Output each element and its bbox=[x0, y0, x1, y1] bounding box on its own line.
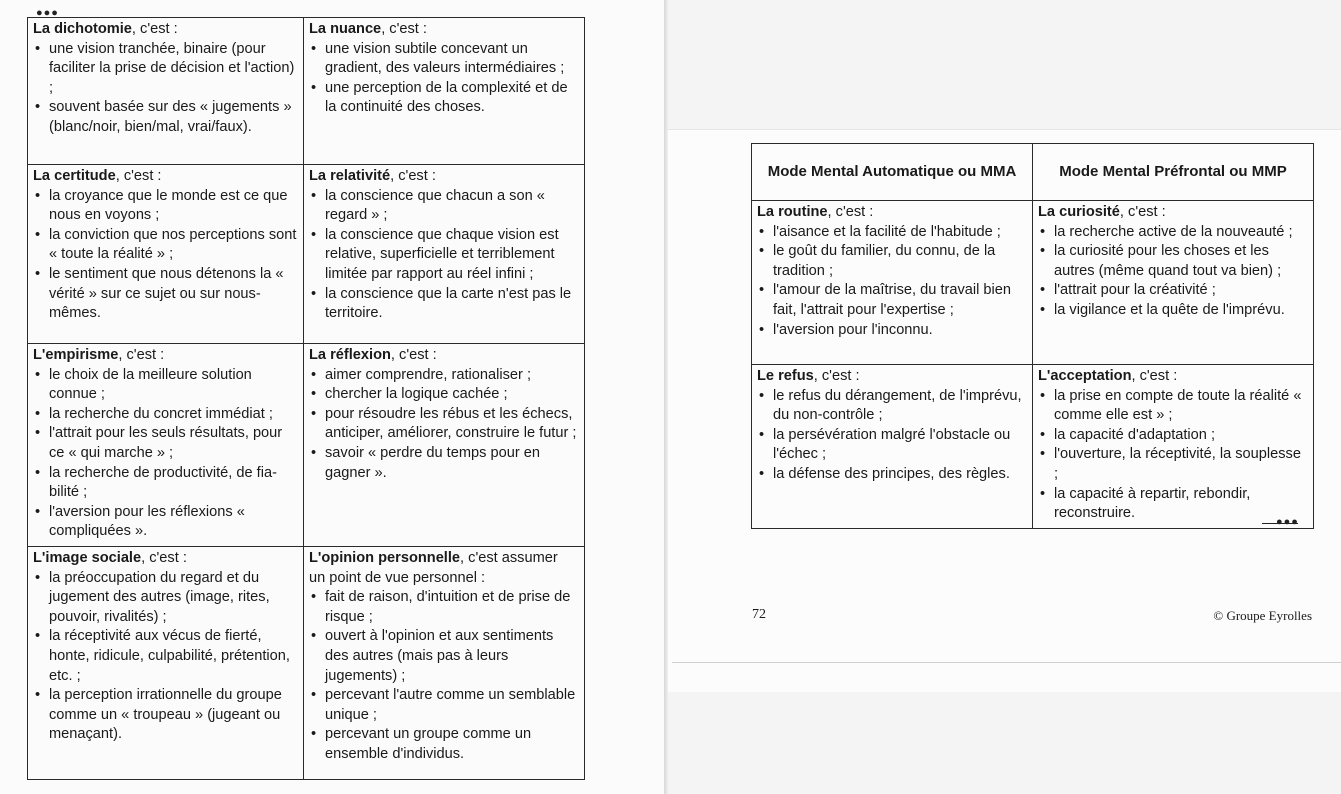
list-item: • le refus du dérangement, de l'imprévu, du non-contrôle ; bbox=[757, 387, 1027, 426]
table-cell bbox=[304, 165, 585, 344]
list-item: • l'aisance et la facilité de l'habitude ; bbox=[757, 223, 1027, 243]
list-item: • la vigilance et la quête de l'imprévu. bbox=[1038, 301, 1308, 321]
cell-heading bbox=[309, 167, 579, 187]
table-row bbox=[752, 365, 1314, 529]
bullet-list bbox=[309, 187, 579, 324]
cell-heading bbox=[309, 346, 579, 366]
table-header-row bbox=[752, 144, 1314, 201]
cell-heading bbox=[309, 549, 579, 569]
end-mark: ●●● bbox=[1276, 516, 1299, 528]
cell-term-suffix: , c'est : bbox=[390, 168, 436, 184]
list-item: • l'amour de la maîtrise, du travail bien fait, l'attrait pour l'expertise ; bbox=[757, 281, 1027, 320]
list-item: • l'attrait pour la créativité ; bbox=[1038, 281, 1308, 301]
table-cell bbox=[1033, 365, 1314, 529]
list-item: • savoir « perdre du temps pour en gagner ». bbox=[309, 444, 579, 483]
list-item: • la réceptivité aux vécus de fierté, honte, ridicule, culpabilité, prétention, etc. ; bbox=[33, 627, 298, 686]
cell-term-suffix: , c'est : bbox=[1131, 368, 1178, 384]
cell-heading bbox=[757, 203, 1027, 223]
table-cell bbox=[304, 546, 585, 779]
header-mmp: Mode Mental Préfrontal ou MMP bbox=[1033, 144, 1314, 201]
bullet-list bbox=[309, 40, 579, 118]
bullet-list bbox=[309, 366, 579, 484]
list-item: • percevant l'autre comme un semblable unique ; bbox=[309, 686, 579, 725]
cell-term: La curiosité bbox=[1038, 204, 1120, 220]
cell-term-suffix: , c'est : bbox=[390, 347, 437, 363]
cell-term: La routine bbox=[757, 204, 828, 220]
cell-term-suffix: , c'est : bbox=[118, 347, 165, 363]
cell-heading bbox=[33, 549, 298, 569]
cell-heading bbox=[33, 20, 298, 40]
table-row bbox=[752, 201, 1314, 365]
list-item: • la recherche de productivité, de fiabilité ; bbox=[33, 464, 298, 503]
cell-term: La réflexion bbox=[309, 347, 391, 363]
bullet-list bbox=[33, 40, 298, 138]
copyright: © Groupe Eyrolles bbox=[1213, 608, 1312, 623]
table-cell bbox=[752, 365, 1033, 529]
cell-term-suffix: , c'est assumer bbox=[460, 549, 558, 566]
list-item: • la recherche active de la nouveauté ; bbox=[1038, 223, 1308, 243]
cell-heading bbox=[1038, 203, 1308, 223]
list-item: • la conscience que la carte n'est pas le territoire. bbox=[309, 285, 579, 324]
table-row bbox=[28, 165, 585, 344]
table-cell bbox=[752, 201, 1033, 365]
cell-heading bbox=[757, 367, 1027, 387]
cell-heading bbox=[1038, 367, 1308, 387]
table-cell bbox=[1033, 201, 1314, 365]
continuation-mark: ●●● bbox=[36, 7, 59, 19]
list-item: • la prise en compte de toute la réalité « comme elle est » ; bbox=[1038, 387, 1308, 426]
list-item: • une perception de la complexité et de la continuité des choses. bbox=[309, 79, 579, 118]
table-row bbox=[28, 18, 585, 165]
cell-term-suffix: , c'est : bbox=[1119, 204, 1166, 220]
bullet-list bbox=[33, 569, 298, 745]
table-cell bbox=[304, 18, 585, 165]
list-item: • la défense des principes, des règles. bbox=[757, 465, 1027, 485]
list-item: • la préoccupation du regard et du jugement des autres (image, rites, pouvoir, rivalités) ; bbox=[33, 569, 298, 628]
list-item: • la capacité d'adaptation ; bbox=[1038, 426, 1308, 446]
list-item: • chercher la logique cachée ; bbox=[309, 385, 579, 405]
list-item: • la conscience que chaque vision est relative, superficielle et terriblement limitée par rapport au réel infini ; bbox=[309, 226, 579, 285]
cell-term-suffix: , c'est : bbox=[827, 204, 874, 220]
list-item: • le choix de la meilleure solution connue ; bbox=[33, 366, 298, 405]
cell-term: L'opinion personnelle bbox=[309, 549, 461, 566]
bullet-list bbox=[1038, 223, 1308, 321]
cell-term: L'image sociale bbox=[33, 549, 142, 566]
list-item: • percevant un groupe comme un ensemble d'individus. bbox=[309, 725, 579, 764]
cell-term-suffix: , c'est : bbox=[131, 21, 178, 37]
list-item: • une vision tranchée, binaire (pour faciliter la prise de décision et l'action) ; bbox=[33, 40, 298, 99]
list-item: • la curiosité pour les choses et les autres (même quand tout va bien) ; bbox=[1038, 242, 1308, 281]
page-bottom-rule bbox=[672, 662, 1341, 663]
left-comparison-table bbox=[27, 17, 585, 780]
bullet-list bbox=[309, 588, 579, 764]
table-cell bbox=[28, 344, 304, 547]
cell-term: La relativité bbox=[309, 168, 391, 184]
table-row bbox=[28, 546, 585, 779]
list-item: • l'aversion pour l'inconnu. bbox=[757, 321, 1027, 341]
right-comparison-table bbox=[751, 143, 1314, 529]
cell-term-suffix: , c'est : bbox=[115, 168, 162, 184]
table-row bbox=[28, 344, 585, 547]
list-item: • la conviction que nos perceptions sont « toute la réalité » ; bbox=[33, 226, 298, 265]
list-item: • la perception irrationnelle du groupe comme un « troupeau » (jugeant ou menaçant). bbox=[33, 686, 298, 745]
bullet-list bbox=[757, 223, 1027, 341]
cell-term: L'acceptation bbox=[1038, 368, 1132, 384]
cell-term-suffix: , c'est : bbox=[141, 549, 187, 566]
header-mma: Mode Mental Automatique ou MMA bbox=[752, 144, 1033, 201]
list-item: • le sentiment que nous détenons la « vérité » sur ce sujet ou sur nous-mêmes. bbox=[33, 265, 298, 324]
list-item: • souvent basée sur des « jugements » (blanc/noir, bien/mal, vrai/faux). bbox=[33, 98, 298, 137]
cell-term: La dichotomie bbox=[33, 21, 132, 37]
list-item: • l'aversion pour les réflexions « compliquées ». bbox=[33, 503, 298, 542]
bullet-list bbox=[1038, 387, 1308, 528]
table-cell bbox=[304, 344, 585, 547]
cell-term: La certitude bbox=[33, 168, 116, 184]
cell-heading bbox=[33, 346, 298, 366]
cell-term: La nuance bbox=[309, 21, 382, 37]
list-item: • la persévération malgré l'obstacle ou l'échec ; bbox=[757, 426, 1027, 465]
page-number: 72 bbox=[752, 607, 766, 622]
list-item: • l'attrait pour les seuls résultats, pour ce « qui marche » ; bbox=[33, 424, 298, 463]
cell-heading bbox=[33, 167, 298, 187]
bullet-list bbox=[33, 366, 298, 542]
list-item: • le goût du familier, du connu, de la tradition ; bbox=[757, 242, 1027, 281]
cell-term-suffix: , c'est : bbox=[381, 21, 427, 37]
bullet-list bbox=[757, 387, 1027, 485]
cell-heading bbox=[309, 20, 579, 40]
list-item: • la conscience que chacun a son « regard » ; bbox=[309, 187, 579, 226]
list-item: • une vision subtile concevant un gradient, des valeurs intermédiaires ; bbox=[309, 40, 579, 79]
cell-term: L'empirisme bbox=[33, 347, 119, 363]
list-item: • la croyance que le monde est ce que nous en voyons ; bbox=[33, 187, 298, 226]
list-item: • la capacité à repartir, rebondir, reconstruire. bbox=[1038, 485, 1308, 524]
table-cell bbox=[28, 18, 304, 165]
cell-term-suffix: , c'est : bbox=[813, 368, 860, 384]
list-item: • la recherche du concret immédiat ; bbox=[33, 405, 298, 425]
list-item: • ouvert à l'opinion et aux sentiments des autres (mais pas à leurs jugements) ; bbox=[309, 627, 579, 686]
table-cell bbox=[28, 165, 304, 344]
bullet-list bbox=[33, 187, 298, 324]
list-item: • pour résoudre les rébus et les échecs, anticiper, améliorer, construire le futur ; bbox=[309, 405, 579, 444]
cell-term: Le refus bbox=[757, 368, 814, 384]
cell-lead: un point de vue personnel : bbox=[309, 569, 486, 586]
list-item: • fait de raison, d'intuition et de prise de risque ; bbox=[309, 588, 579, 627]
list-item: • l'ouverture, la réceptivité, la souplesse ; bbox=[1038, 445, 1308, 484]
table-cell bbox=[28, 546, 304, 779]
list-item: • aimer comprendre, rationaliser ; bbox=[309, 366, 579, 386]
